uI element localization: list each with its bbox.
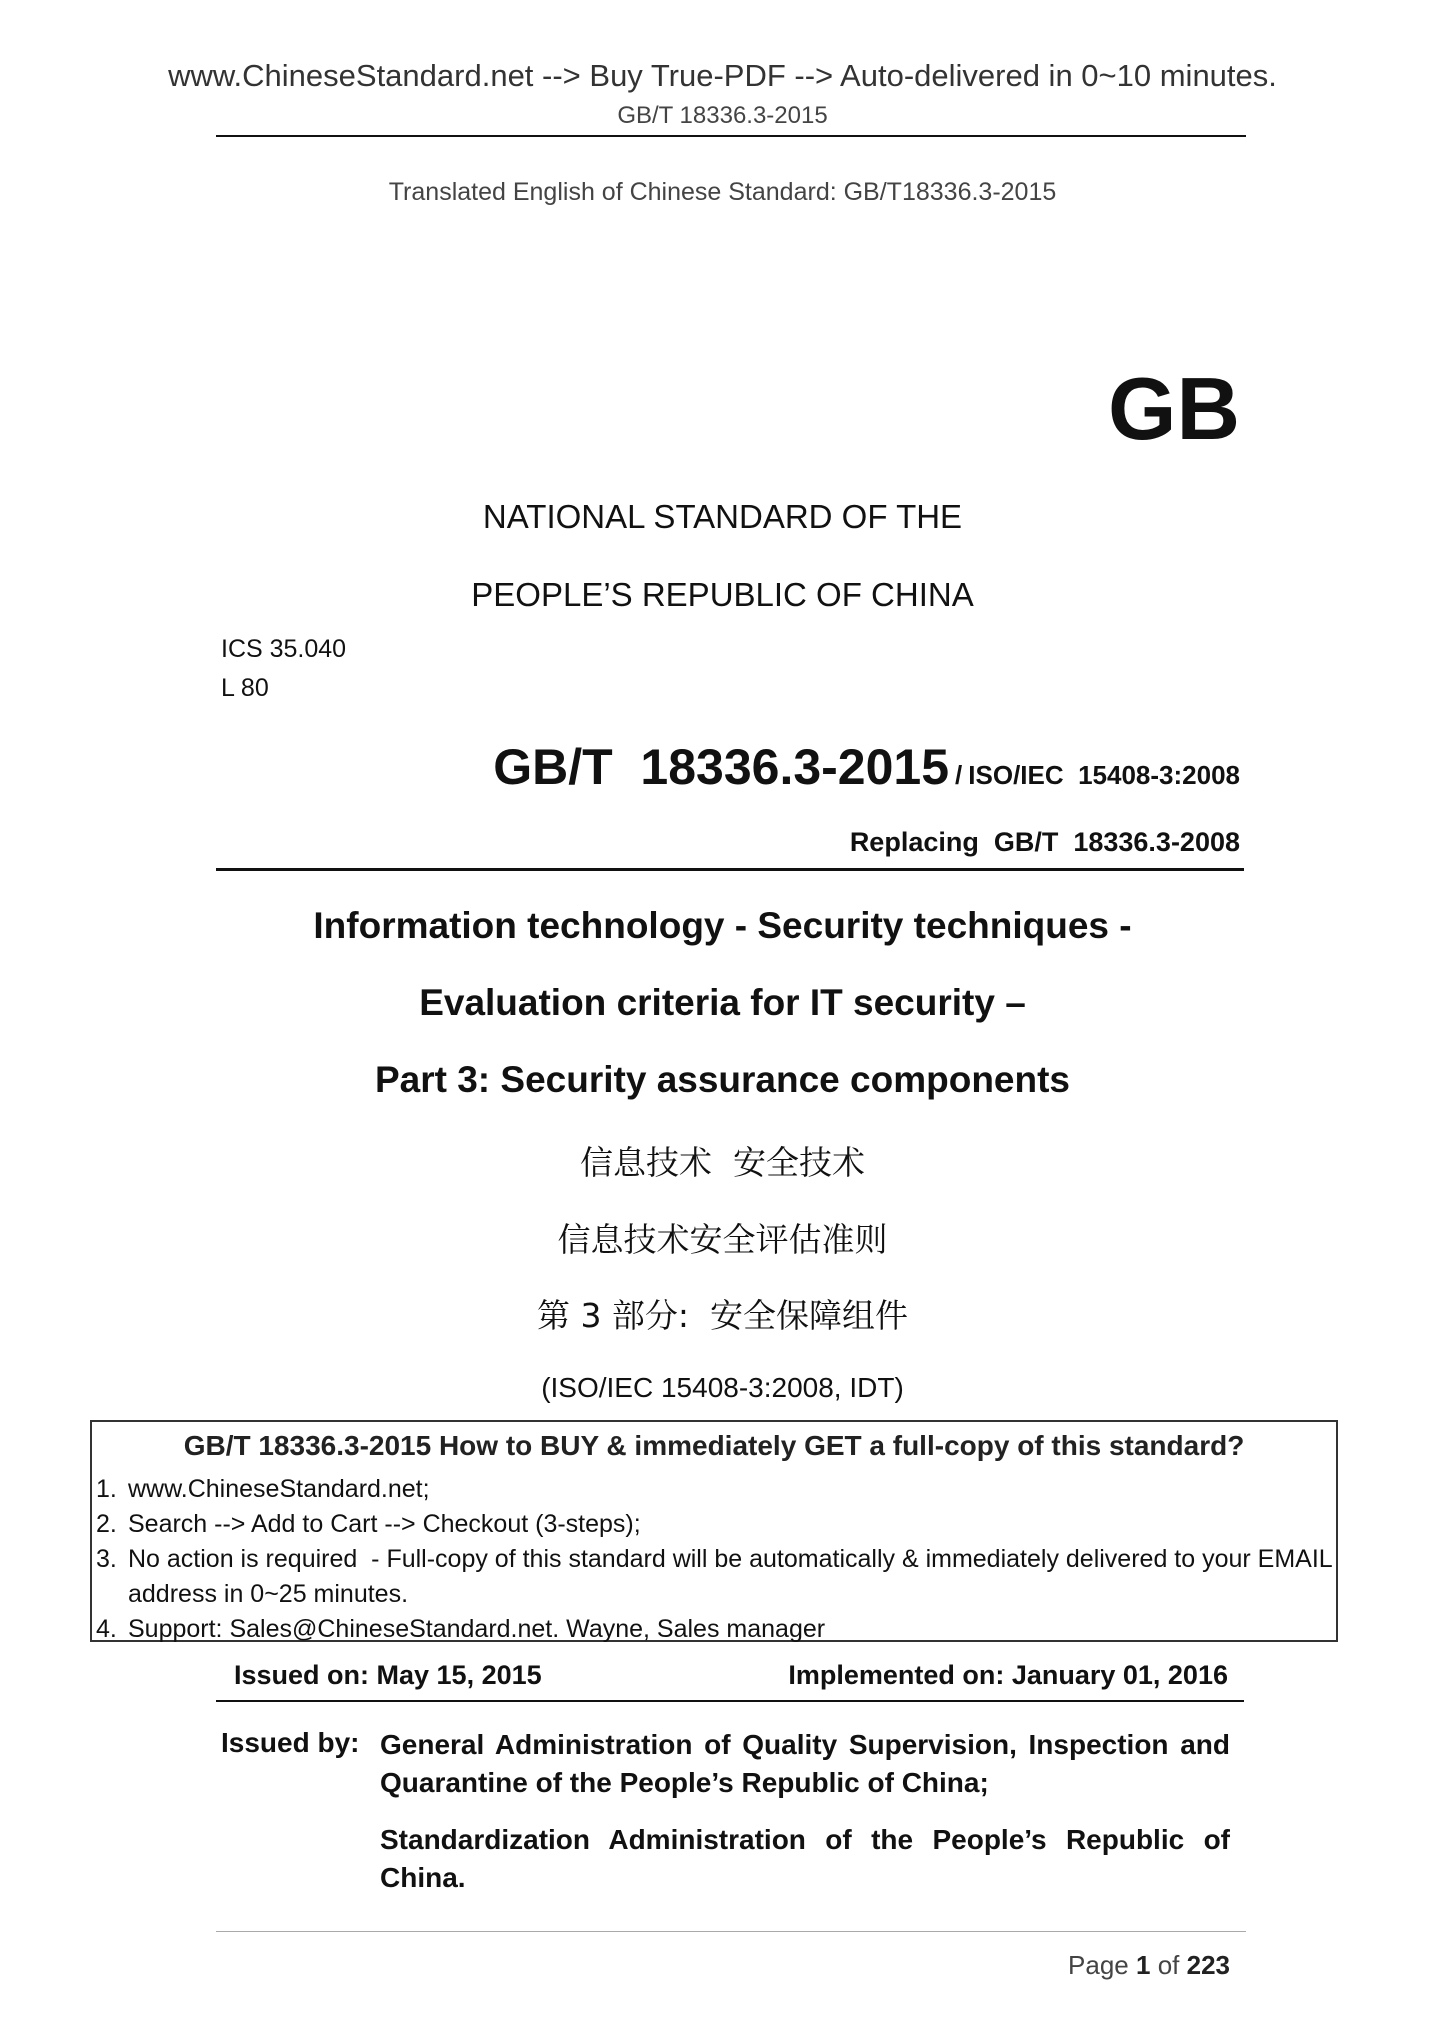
title-line-1: Information technology - Security techniques - xyxy=(313,905,1132,946)
page-total: 223 xyxy=(1186,1950,1230,1980)
implemented-on-date: Implemented on: January 01, 2016 xyxy=(788,1660,1228,1690)
header-divider xyxy=(216,135,1246,137)
chinese-title-line-1: 信息技术 安全技术 xyxy=(580,1143,865,1182)
site-header-link[interactable]: www.ChineseStandard.net --> Buy True-PDF --> Auto-delivered in 0~10 minutes. xyxy=(168,58,1277,93)
standard-separator: / xyxy=(955,760,963,790)
buy-step-text: Search --> Add to Cart --> Checkout (3-steps); xyxy=(128,1510,641,1538)
buy-step[interactable] xyxy=(92,1472,1336,1507)
chinese-title-line-2: 信息技术安全评估准则 xyxy=(557,1220,888,1259)
national-standard-line-2: PEOPLE’S REPUBLIC OF CHINA xyxy=(471,576,974,613)
issued-on-date: Issued on: May 15, 2015 xyxy=(234,1660,542,1690)
page-prefix: Page xyxy=(1068,1950,1129,1980)
buy-info-box xyxy=(90,1420,1338,1642)
title-line-3: Part 3: Security assurance components xyxy=(374,1059,1071,1100)
title-line-2: Evaluation criteria for IT security – xyxy=(419,982,1026,1023)
footer-divider xyxy=(216,1931,1246,1932)
buy-step-text: No action is required - Full-copy of this standard will be automatically & immediately delivered to your EMAIL address in 0~25 minutes. xyxy=(128,1545,1339,1608)
buy-step-number: 3. xyxy=(96,1545,117,1573)
page-number xyxy=(1068,1950,1230,1981)
buy-step-number: 2. xyxy=(96,1510,117,1538)
replacing-standard: Replacing GB/T 18336.3-2008 xyxy=(849,827,1240,857)
title-divider xyxy=(216,868,1244,871)
national-standard-line-1: NATIONAL STANDARD OF THE xyxy=(482,498,963,535)
standard-number-line xyxy=(493,738,1240,796)
buy-box-title: GB/T 18336.3-2015 How to BUY & immediately GET a full-copy of this standard? xyxy=(183,1430,1245,1461)
dates-divider xyxy=(216,1700,1244,1702)
buy-step-number: 4. xyxy=(96,1615,117,1643)
ics-code: ICS 35.040 xyxy=(221,635,347,663)
buy-step-text: Support: Sales@ChineseStandard.net. Wayne, Sales manager xyxy=(128,1615,826,1643)
issuer-1: General Administration of Quality Supervision, Inspection and Quarantine of the People’s Republic of China; xyxy=(380,1729,1230,1798)
iso-equivalent: ISO/IEC 15408-3:2008 xyxy=(968,760,1240,790)
page-of: of xyxy=(1157,1950,1180,1980)
buy-step[interactable] xyxy=(92,1612,1336,1647)
translated-note: Translated English of Chinese Standard: GB/T18336.3-2015 xyxy=(388,178,1057,206)
chinese-title-line-3: 第 3 部分: 安全保障组件 xyxy=(536,1296,909,1335)
buy-step xyxy=(92,1542,1339,1612)
iso-idt-note: (ISO/IEC 15408-3:2008, IDT) xyxy=(541,1372,904,1403)
page-current: 1 xyxy=(1135,1950,1151,1980)
issued-by-label: Issued by: xyxy=(221,1727,360,1758)
header-standard-code: GB/T 18336.3-2015 xyxy=(617,102,828,129)
issuer-2: Standardization Administration of the People’s Republic of China. xyxy=(380,1824,1230,1893)
buy-step-number: 1. xyxy=(96,1475,117,1503)
gb-mark: GB xyxy=(1108,359,1240,458)
buy-steps-list xyxy=(92,1472,1339,1647)
buy-step-text: www.ChineseStandard.net; xyxy=(128,1475,430,1503)
buy-step xyxy=(92,1507,1336,1542)
standard-number: GB/T 18336.3-2015 xyxy=(493,739,950,795)
classification-code: L 80 xyxy=(221,674,269,702)
